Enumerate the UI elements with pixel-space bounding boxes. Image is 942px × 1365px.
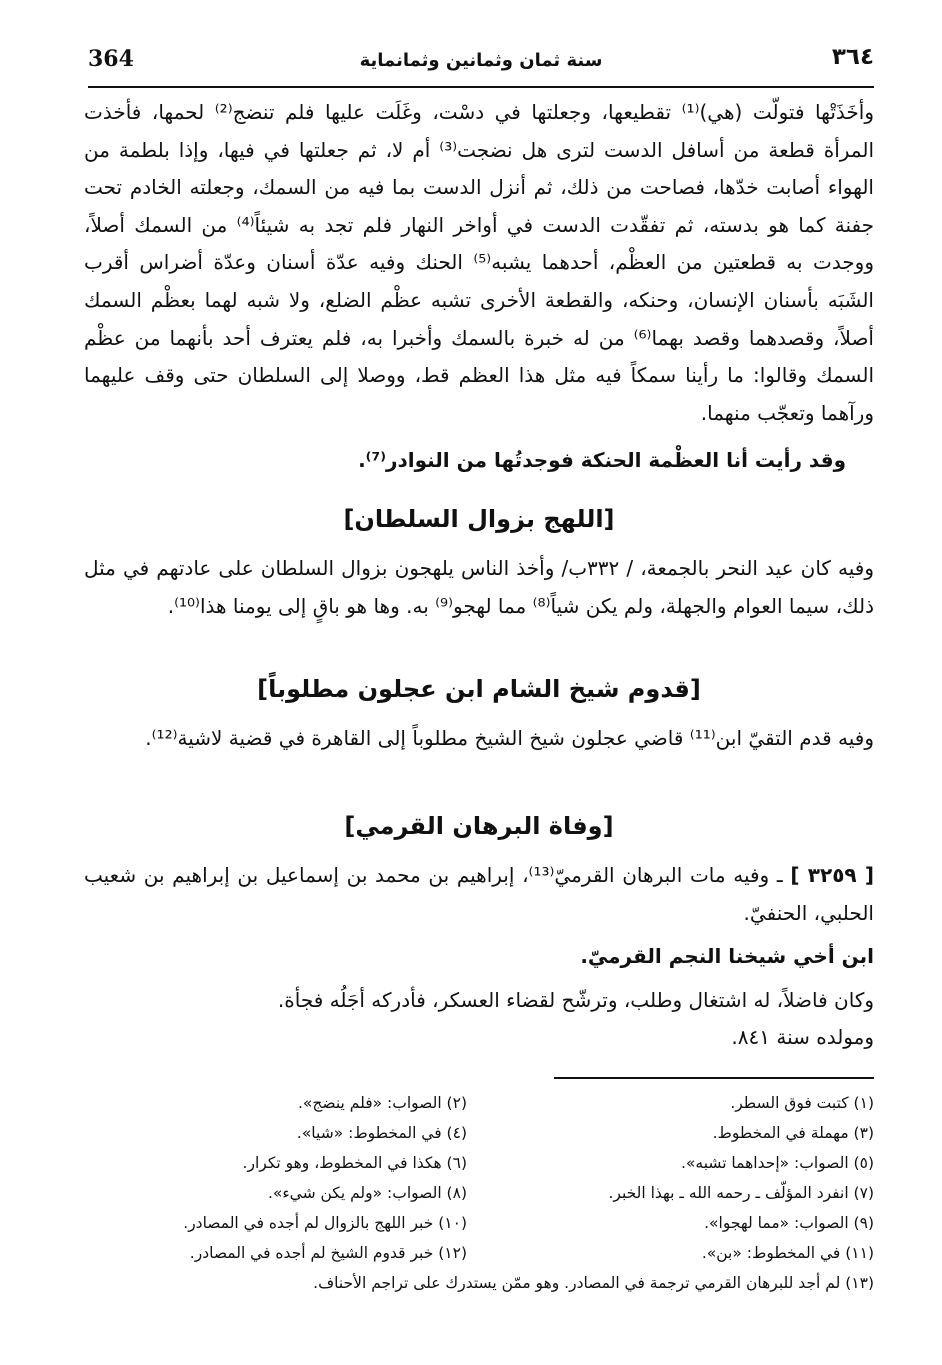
- footnote: (٣) مهملة في المخطوط.: [712, 1124, 874, 1142]
- footnotes: [84, 1088, 874, 1298]
- footnote: (١) كتبت فوق السطر.: [730, 1094, 874, 1112]
- footnote-13: (١٣) لم أجد للبرهان القرمي ترجمة في المصادر. وهو ممّن يستدرك على تراجم الأحناف.: [313, 1274, 874, 1292]
- running-title: سنة ثمان وثمانين وثمانماية: [359, 50, 603, 71]
- section-heading-arrival: [قدوم شيخ الشام ابن عجلون مطلوباً]: [257, 675, 701, 703]
- footnote: (١٢) خبر قدوم الشيخ لم أجده في المصادر.: [189, 1244, 467, 1262]
- biography-line-1: وكان فاضلاً، له اشتغال وطلب، وترشّح لقضاء العسكر، فأدركه أجَلُه فجأة.: [277, 988, 874, 1012]
- footnote: (١١) في المخطوط: «بن».: [701, 1244, 874, 1262]
- footnote: (٤) في المخطوط: «شيا».: [296, 1124, 467, 1142]
- author-note-line: وقد رأيت أنا العظْمة الحنكة فوجدتُها من النوادر⁽⁷⁾.: [358, 448, 846, 472]
- footnote: (٢) الصواب: «فلم ينضج».: [297, 1094, 467, 1112]
- paragraph-rumor: وفيه كان عيد النحر بالجمعة، / ٣٣٢ب/ وأخذ الناس يلهجون بزوال السلطان على عادتهم في مثل ذلك، سيما العوام والجهلة، ولم يكن شياً⁽⁸⁾ مما لهجو⁽⁹⁾ به. وها هو باقٍ إلى يومنا هذا⁽¹⁰⁾.: [84, 556, 875, 618]
- page-number-arabic: ٣٦٤: [831, 44, 874, 70]
- paragraph-biography: [114, 982, 874, 1056]
- section-heading-death: [وفاة البرهان القرمي]: [344, 812, 614, 840]
- paragraph-death-text: ـ وفيه مات البرهان القرميّ⁽¹³⁾، إبراهيم بن محمد بن إسماعيل بن إبراهيم بن شعيب الحلبي، الحنفيّ.: [84, 863, 874, 925]
- footnote: (٥) الصواب: «إحداهما تشبه».: [680, 1154, 874, 1172]
- paragraph-fish-story: وأخَذَتْها فتولّت (هي)⁽¹⁾ تقطيعها، وجعلتها في دسْت، وغَلَت عليها فلم تنضج⁽²⁾ لحمها، فأخذت المرأة قطعة من أسافل الدست لترى هل نضجت⁽³⁾ أم لا، ثم جعلتها في فيها، وإذا بلطمة من الهواء أصابت خدّها، فصاحت من ذلك، ثم أنزل الدست بما فيه من السمك، وجعلته الخادم تحت جفنة كما هو بدسته، ثم تفقّدت الدست في أواخر النهار فلم تجد به شيئاً⁽⁴⁾ من السمك أصلاً، ووجدت به قطعتين من العظْم، أحدهما يشبه⁽⁵⁾ الحنك وفيه عدّة أسنان وعدّة أضراس أقرب الشَبَه بأسنان الإنسان، وحنكه، والقطعة الأخرى تشبه عظْم الضلع، ولا شبه لهما بعظْم السمك أصلاً، وقصدهما وقصد بهما⁽⁶⁾ من له خبرة بالسمك وأخبرا به، فلم يعترف أحد بأنهما من عظْم السمك وقالوا: ما رأينا سمكاً فيه مثل هذا العظم قط، ووصلا إلى السلطان حتى وقف عليهما ورآهما وتعجّب منهما.: [84, 100, 875, 425]
- footnote: (٧) انفرد المؤلّف ـ رحمه الله ـ بهذا الخبر.: [608, 1184, 874, 1202]
- header-rule: [88, 86, 874, 88]
- entry-number: [ ٣٢٥٩ ]: [790, 863, 875, 887]
- footnote: (٦) هكذا في المخطوط، وهو تكرار.: [242, 1154, 467, 1172]
- relation-line: ابن أخي شيخنا النجم القرميّ.: [580, 944, 874, 968]
- page-number-latin: 364: [88, 46, 134, 72]
- paragraph-death: [84, 857, 874, 932]
- page-header: [88, 42, 874, 86]
- footnote-rule: [554, 1077, 874, 1079]
- biography-line-2: ومولده سنة ٨٤١.: [731, 1025, 874, 1049]
- paragraph-arrival: وفيه قدم التقيّ ابن⁽¹¹⁾ قاضي عجلون شيخ الشيخ مطلوباً إلى القاهرة في قضية لاشية⁽¹²⁾.: [145, 726, 874, 750]
- footnote: (١٠) خبر اللهج بالزوال لم أجده في المصادر.: [183, 1214, 467, 1232]
- footnote-grid: [84, 1088, 874, 1268]
- footnote: (٩) الصواب: «مما لهجوا».: [704, 1214, 874, 1232]
- section-heading-rumor: [اللهج بزوال السلطان]: [343, 505, 615, 533]
- footnote: (٨) الصواب: «ولم يكن شيء».: [267, 1184, 467, 1202]
